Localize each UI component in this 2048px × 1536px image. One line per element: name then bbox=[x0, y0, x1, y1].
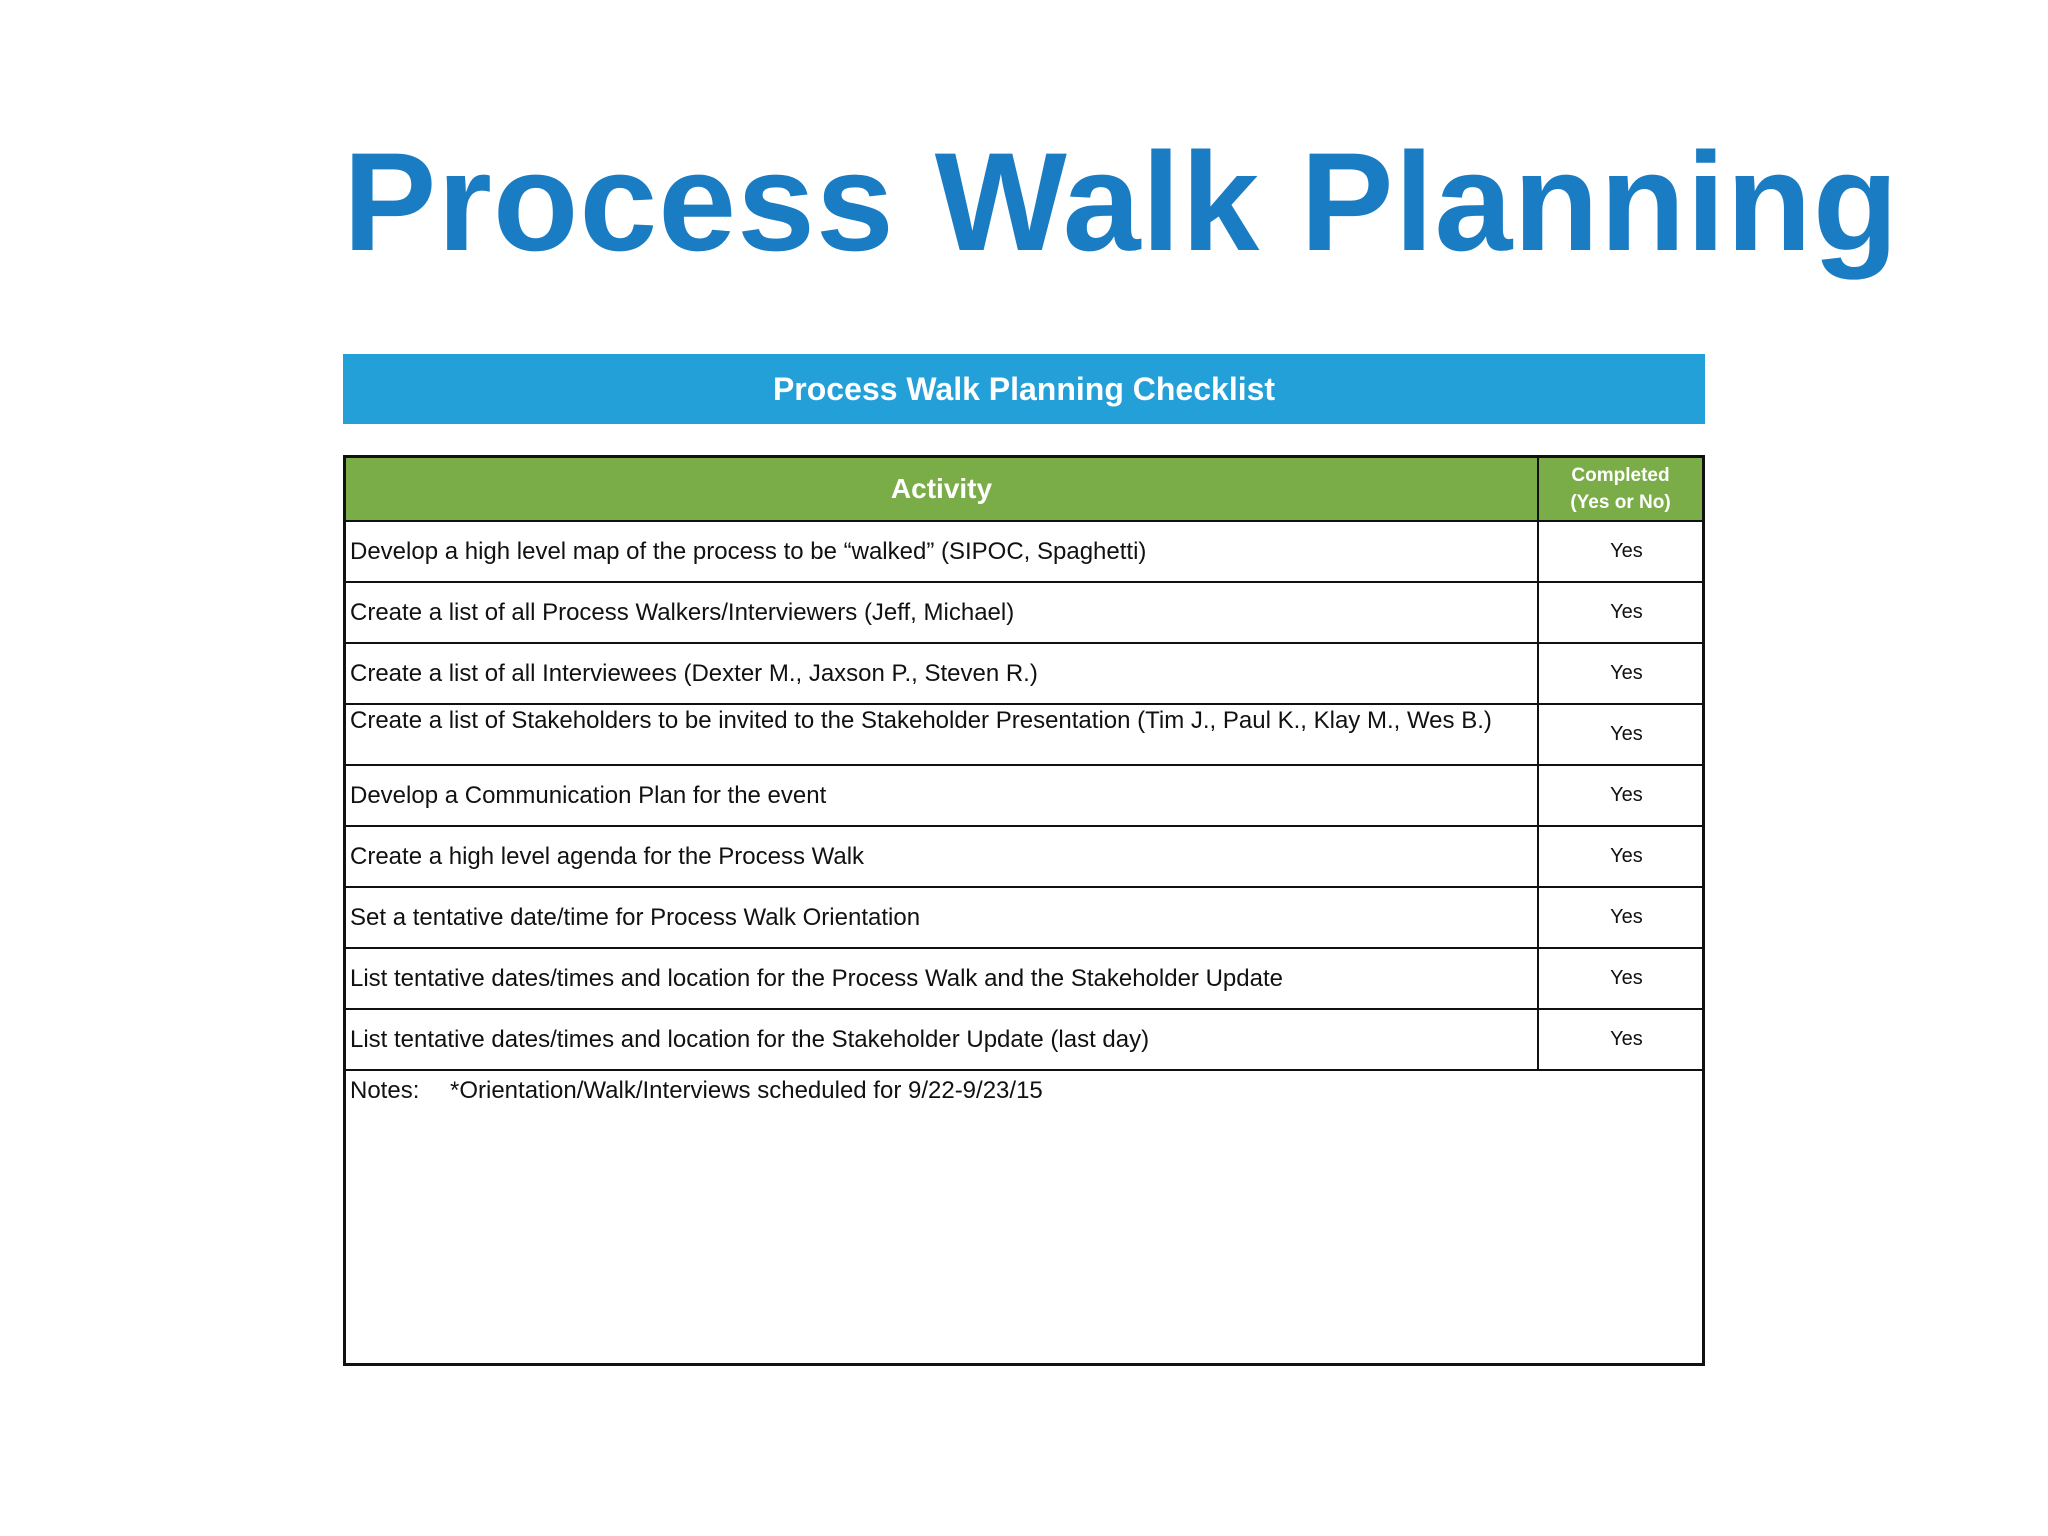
activity-cell: Create a list of all Process Walkers/Interviewers (Jeff, Michael) bbox=[346, 583, 1539, 642]
completed-cell: Yes bbox=[1610, 967, 1643, 989]
table-row bbox=[346, 766, 1702, 827]
completed-cell: Yes bbox=[1610, 845, 1643, 867]
page-title: Process Walk Planning bbox=[343, 123, 1900, 280]
completed-cell: Yes bbox=[1610, 662, 1643, 684]
completed-cell: Yes bbox=[1610, 540, 1643, 562]
activity-cell: Set a tentative date/time for Process Walk Orientation bbox=[346, 888, 1539, 947]
completed-cell: Yes bbox=[1610, 784, 1643, 806]
activity-cell: Develop a high level map of the process to be “walked” (SIPOC, Spaghetti) bbox=[346, 522, 1539, 581]
activity-cell: List tentative dates/times and location for the Process Walk and the Stakeholder Update bbox=[346, 949, 1539, 1008]
header-completed-line1: Completed bbox=[1571, 465, 1670, 486]
activity-cell: Create a list of all Interviewees (Dexter M., Jaxson P., Steven R.) bbox=[346, 644, 1539, 703]
activity-cell: Create a high level agenda for the Process Walk bbox=[346, 827, 1539, 886]
table-row bbox=[346, 1010, 1702, 1071]
activity-cell: Create a list of Stakeholders to be invited to the Stakeholder Presentation (Tim J., Paul K., Klay M., Wes B.) bbox=[346, 705, 1539, 764]
notes-area bbox=[346, 1071, 1702, 1363]
table-header bbox=[346, 458, 1702, 522]
checklist-table bbox=[343, 455, 1705, 1366]
header-completed-line2: (Yes or No) bbox=[1570, 492, 1671, 513]
notes-text: *Orientation/Walk/Interviews scheduled for 9/22-9/23/15 bbox=[450, 1077, 1043, 1104]
table-row bbox=[346, 827, 1702, 888]
completed-cell: Yes bbox=[1610, 723, 1643, 745]
header-activity: Activity bbox=[346, 458, 1539, 520]
header-completed bbox=[1539, 458, 1702, 520]
checklist-title: Process Walk Planning Checklist bbox=[343, 354, 1705, 424]
completed-cell: Yes bbox=[1610, 906, 1643, 928]
completed-cell: Yes bbox=[1610, 1028, 1643, 1050]
completed-cell: Yes bbox=[1610, 601, 1643, 623]
table-row bbox=[346, 522, 1702, 583]
table-row bbox=[346, 888, 1702, 949]
table-row bbox=[346, 705, 1702, 766]
table-row bbox=[346, 949, 1702, 1010]
table-row bbox=[346, 644, 1702, 705]
notes-label: Notes: bbox=[350, 1077, 420, 1104]
activity-cell: List tentative dates/times and location for the Stakeholder Update (last day) bbox=[346, 1010, 1539, 1069]
table-row bbox=[346, 583, 1702, 644]
activity-cell: Develop a Communication Plan for the event bbox=[346, 766, 1539, 825]
